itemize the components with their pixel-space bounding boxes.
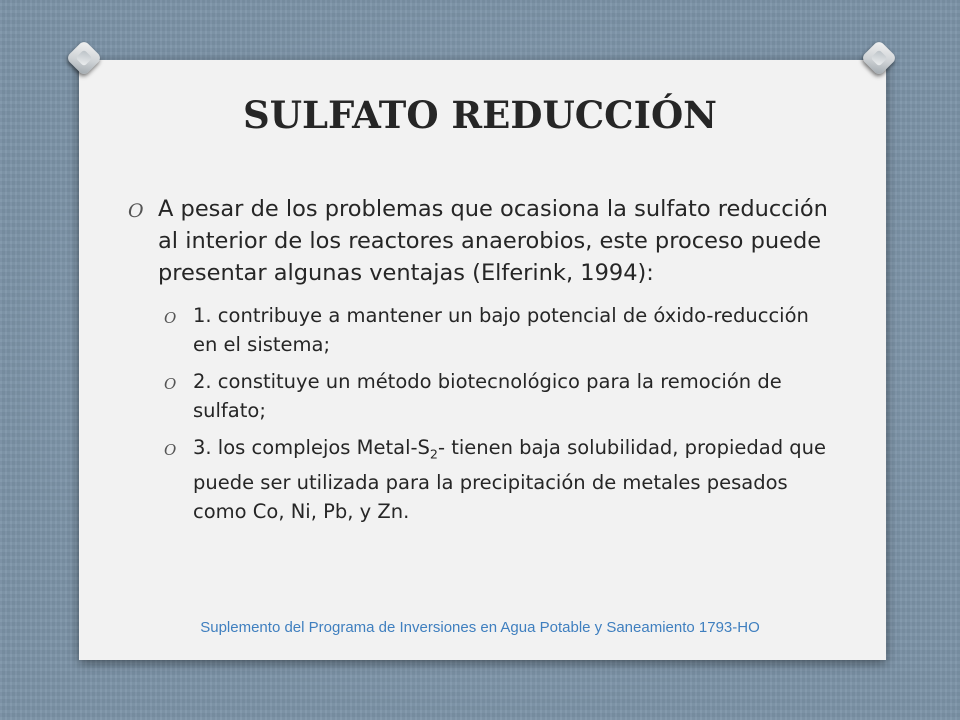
sub-bullet-3 [164,433,828,526]
bullet-text: 2. constituye un método biotecnológico para la remoción de sulfato; [193,370,782,422]
slide-title: SULFATO REDUCCIÓN [243,93,717,137]
bullet-text: A pesar de los problemas que ocasiona la sulfato reducción al interior de los reactores anaerobios, este proceso puede presentar algunas ventajas (Elferink, 1994): [158,196,828,286]
sub-bullet-2 [164,367,828,425]
bullet-marker-icon: O [164,375,177,393]
sub-bullet-1 [164,301,828,359]
bullet-intro [128,193,828,289]
bullet-marker-icon: O [128,200,144,222]
bullet-text: 3. los complejos Metal-$S_2-$ tienen baja solubilidad, propiedad que puede ser utilizada para la precipitación de metales pesados como Co, Ni, Pb, y Zn. [193,436,826,524]
bullet-marker-icon: O [164,309,177,327]
footer-credit: Suplemento del Programa de Inversiones en Agua Potable y Saneamiento 1793-HO [200,619,760,636]
bullet-text: 1. contribuye a mantener un bajo potencial de óxido-reducción en el sistema; [193,304,809,356]
bullet-marker-icon: O [164,441,177,459]
slide-body [128,193,828,534]
subscript: 2 [429,446,438,462]
